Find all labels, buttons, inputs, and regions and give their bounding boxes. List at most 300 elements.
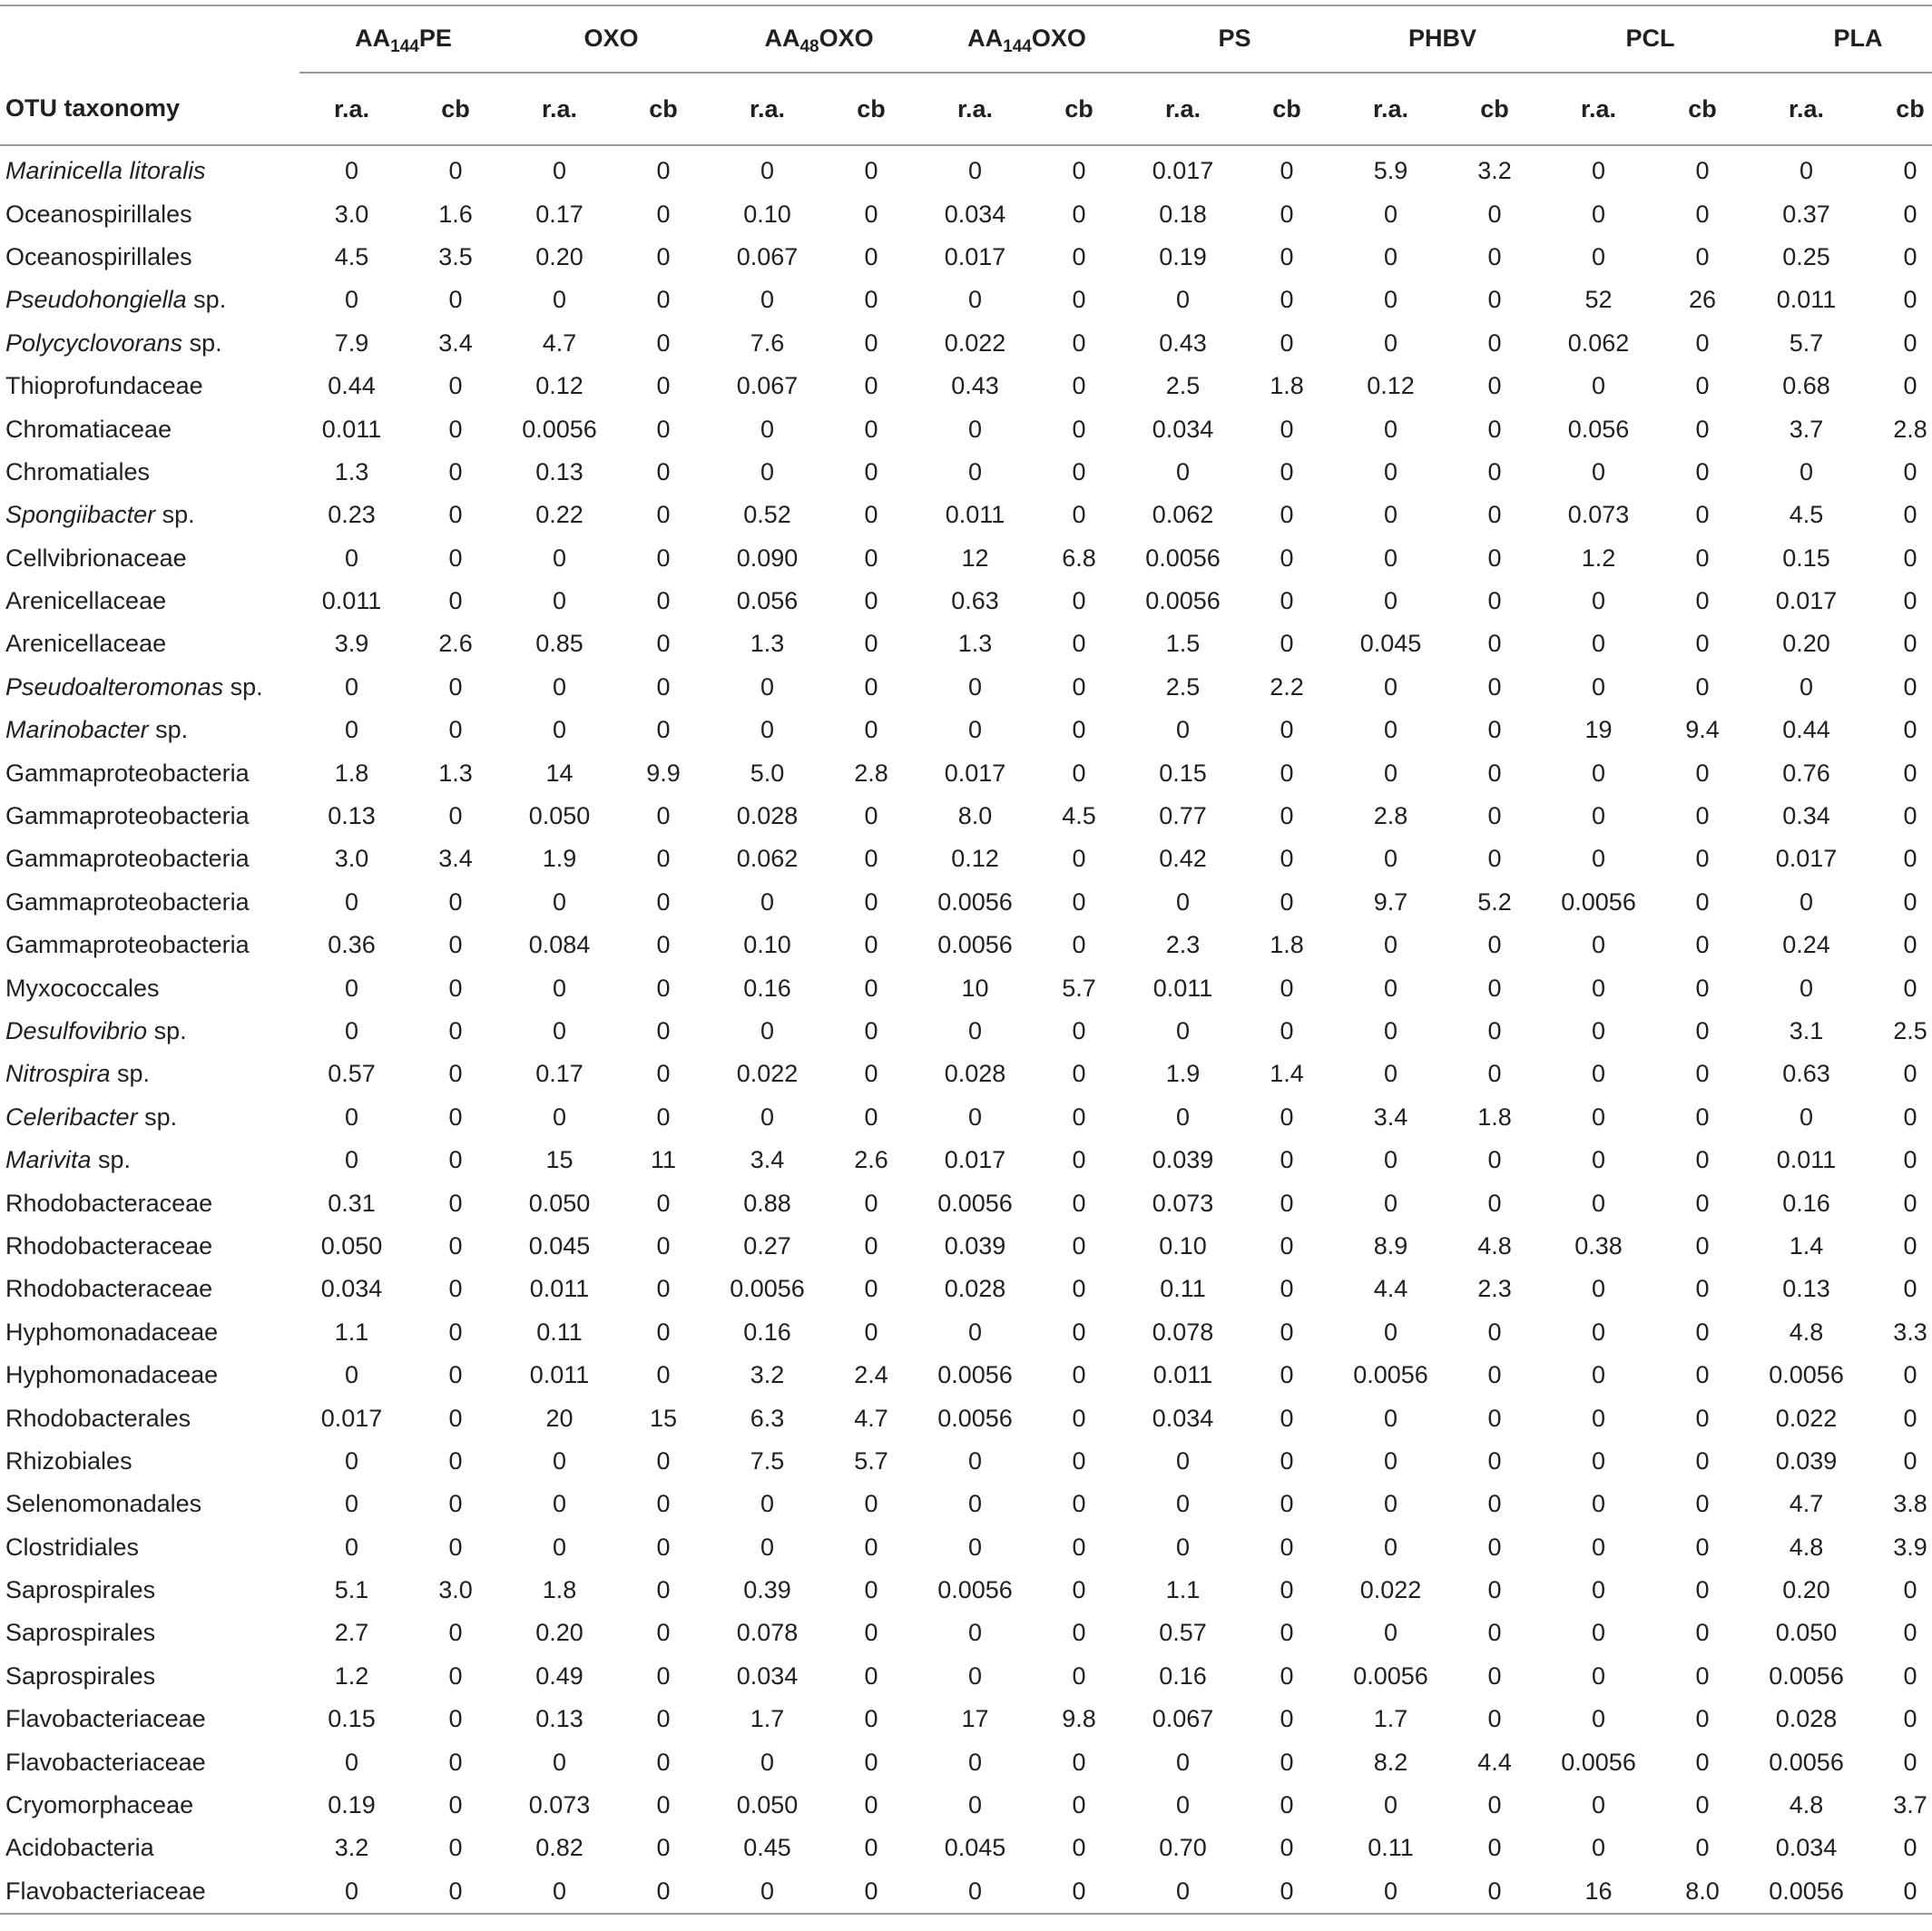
table-row xyxy=(0,1354,1932,1397)
ra-value-cell: 0 xyxy=(1592,372,1606,400)
ra-value-cell: 0 xyxy=(760,1533,775,1561)
cb-value-cell: 0 xyxy=(656,1576,671,1604)
table-row xyxy=(0,966,1932,1009)
table-row xyxy=(0,1612,1932,1654)
cb-value-cell: 0 xyxy=(1903,328,1917,357)
ra-value-cell: 0.022 xyxy=(1775,1404,1838,1432)
ra-value-cell: 3.4 xyxy=(750,1146,785,1174)
cb-value-cell: 3.5 xyxy=(438,242,473,270)
ra-value-cell: 0.43 xyxy=(1159,328,1207,357)
ra-value-cell: 0 xyxy=(1384,1189,1398,1217)
cb-value-cell: 0 xyxy=(1072,1533,1086,1561)
cb-value-cell: 0 xyxy=(1487,759,1502,787)
cb-value-cell: 0 xyxy=(1695,1404,1710,1432)
ra-value-cell: 1.2 xyxy=(334,1661,369,1690)
ra-value-cell: 0 xyxy=(760,1103,775,1131)
ra-value-cell: 0.084 xyxy=(528,931,591,959)
ra-value-cell: 3.1 xyxy=(1789,1017,1824,1044)
taxonomy-italic: Pseudohongiella xyxy=(5,286,187,314)
cb-value-cell: 0 xyxy=(1903,1661,1917,1690)
ra-value-cell: 0.011 xyxy=(321,415,382,443)
cb-value-cell: 0 xyxy=(1695,1834,1710,1862)
ra-value-cell: 0 xyxy=(344,1146,359,1174)
cb-value-cell: 0 xyxy=(448,1834,463,1862)
ra-value-cell: 0.0056 xyxy=(937,931,1013,959)
cb-value-cell: 0 xyxy=(656,1619,671,1647)
ra-value-cell: 0.10 xyxy=(743,931,791,959)
cb-value-cell: 0 xyxy=(1072,716,1086,744)
cb-value-cell: 0 xyxy=(1280,1017,1294,1044)
cb-value-cell: 0 xyxy=(864,587,878,615)
cb-value-cell: 0 xyxy=(1072,1231,1086,1260)
ra-value-cell: 1.8 xyxy=(334,759,369,787)
cb-value-cell: 0 xyxy=(1903,1748,1917,1776)
cb-value-cell: 5.2 xyxy=(1477,887,1512,916)
cb-value-cell: 0 xyxy=(1072,457,1086,485)
ra-value-cell: 0.067 xyxy=(1152,1705,1214,1733)
ra-value-cell: 3.0 xyxy=(334,200,369,228)
cb-value-cell: 0 xyxy=(1903,242,1917,270)
cb-value-cell: 0 xyxy=(864,1834,878,1862)
cb-value-cell: 0 xyxy=(448,887,463,916)
ra-value-cell: 0.13 xyxy=(328,802,376,830)
table-row xyxy=(0,881,1932,924)
cb-value-cell: 4.8 xyxy=(1477,1231,1512,1260)
cb-value-cell: 0 xyxy=(1487,1060,1502,1088)
ra-value-cell: 5.0 xyxy=(750,759,785,787)
cb-value-cell: 0 xyxy=(1072,759,1086,787)
cb-value-cell: 0 xyxy=(1903,1404,1917,1432)
group-header-main: OXO xyxy=(584,24,639,52)
cb-column-header: cb xyxy=(819,73,923,145)
taxonomy-suffix: sp. xyxy=(223,672,263,701)
group-header-1 xyxy=(507,5,715,73)
cb-value-cell: 0 xyxy=(1695,1275,1710,1303)
cb-value-cell: 0 xyxy=(1487,200,1502,228)
cb-value-cell: 0 xyxy=(448,1103,463,1131)
cb-value-cell: 0 xyxy=(1695,372,1710,400)
cb-value-cell: 0 xyxy=(1487,1533,1502,1561)
ra-value-cell: 0.37 xyxy=(1782,200,1830,228)
ra-value-cell: 19 xyxy=(1584,716,1613,744)
cb-value-cell: 0 xyxy=(1903,1060,1917,1088)
cb-column-header: cb xyxy=(1027,73,1131,145)
ra-value-cell: 0.43 xyxy=(951,372,999,400)
cb-value-cell: 0 xyxy=(1903,1275,1917,1303)
cb-value-cell: 2.4 xyxy=(854,1361,888,1389)
table-row xyxy=(0,407,1932,450)
cb-value-cell: 0 xyxy=(1695,931,1710,959)
taxonomy-cell: Flavobacteriaceae xyxy=(5,1705,206,1733)
ra-value-cell: 0 xyxy=(1384,672,1398,701)
cb-value-cell: 0 xyxy=(1903,587,1917,615)
cb-value-cell: 0 xyxy=(656,1017,671,1044)
cb-value-cell: 0 xyxy=(1903,716,1917,744)
cb-value-cell: 0 xyxy=(1695,802,1710,830)
ra-value-cell: 2.8 xyxy=(1373,802,1408,830)
table-row xyxy=(0,1526,1932,1569)
ra-value-cell: 0.011 xyxy=(321,587,382,615)
ra-value-cell: 0 xyxy=(1592,1189,1606,1217)
cb-value-cell: 0 xyxy=(1280,157,1294,185)
cb-value-cell: 0 xyxy=(1280,1576,1294,1604)
ra-value-cell: 0 xyxy=(923,1870,1027,1914)
cb-value-cell: 0 xyxy=(1487,1446,1502,1475)
cb-value-cell: 0 xyxy=(1487,328,1502,357)
cb-value-cell: 0 xyxy=(1072,501,1086,529)
group-header-main: AA xyxy=(764,24,800,52)
cb-value-cell: 0 xyxy=(448,1189,463,1217)
cb-value-cell: 0 xyxy=(1280,845,1294,873)
cb-value-cell: 0 xyxy=(448,1404,463,1432)
cb-value-cell: 0 xyxy=(656,1661,671,1690)
ra-value-cell: 0 xyxy=(1384,1060,1398,1088)
taxonomy-cell: Arenicellaceae xyxy=(5,630,167,658)
cb-value-cell: 0 xyxy=(656,1705,671,1733)
cb-value-cell: 0 xyxy=(1903,1576,1917,1604)
ra-value-cell: 0 xyxy=(715,1870,819,1914)
cb-value-cell: 2.3 xyxy=(1477,1275,1512,1303)
ra-value-cell: 0 xyxy=(344,672,359,701)
cb-value-cell: 0 xyxy=(656,286,671,314)
ra-value-cell: 0 xyxy=(968,415,983,443)
ra-value-cell: 0.0056 xyxy=(1145,544,1221,572)
cb-value-cell: 0 xyxy=(656,1446,671,1475)
cb-value-cell: 1.8 xyxy=(1270,372,1304,400)
cb-value-cell: 0 xyxy=(1695,1619,1710,1647)
ra-column-header: r.a. xyxy=(507,73,612,145)
taxonomy-suffix: sp. xyxy=(155,501,195,529)
ra-value-cell: 4.7 xyxy=(1789,1490,1824,1518)
cb-value-cell: 0 xyxy=(656,716,671,744)
cb-value-cell: 0 xyxy=(1072,887,1086,916)
ra-value-cell: 0 xyxy=(1176,887,1191,916)
ra-value-cell: 0 xyxy=(299,1870,404,1914)
ra-value-cell: 0.19 xyxy=(328,1791,376,1819)
taxonomy-suffix: sp. xyxy=(147,1017,187,1044)
ra-column-header: r.a. xyxy=(1754,73,1858,145)
cb-value-cell: 0 xyxy=(448,1791,463,1819)
cb-value-cell: 0 xyxy=(448,1748,463,1776)
table-row xyxy=(0,1139,1932,1181)
cb-value-cell: 0 xyxy=(1487,457,1502,485)
table-row xyxy=(0,150,1932,192)
ra-value-cell: 0 xyxy=(1800,974,1814,1002)
taxonomy-cell xyxy=(0,709,299,751)
table-row xyxy=(0,322,1932,365)
cb-value-cell: 0 xyxy=(656,1533,671,1561)
ra-value-cell: 0 xyxy=(1800,887,1814,916)
taxonomy-cell xyxy=(0,1139,299,1181)
cb-value-cell: 0 xyxy=(448,372,463,400)
cb-value-cell: 0 xyxy=(1280,242,1294,270)
cb-value-cell: 4.7 xyxy=(854,1404,888,1432)
cb-value-cell: 0 xyxy=(1487,931,1502,959)
cb-value-cell: 0 xyxy=(448,1446,463,1475)
ra-value-cell: 0 xyxy=(968,1791,983,1819)
cb-value-cell: 0 xyxy=(864,1748,878,1776)
cb-value-cell: 0 xyxy=(864,1661,878,1690)
ra-value-cell: 0 xyxy=(1384,415,1398,443)
cb-value-cell: 0 xyxy=(1443,1870,1546,1914)
cb-value-cell: 0 xyxy=(1695,501,1710,529)
ra-value-cell: 0 xyxy=(1800,457,1814,485)
taxonomy-cell: Clostridiales xyxy=(5,1533,140,1561)
ra-value-cell: 0 xyxy=(1800,672,1814,701)
cb-value-cell: 0 xyxy=(864,415,878,443)
ra-column-header: r.a. xyxy=(1546,73,1651,145)
cb-value-cell: 0 xyxy=(448,1705,463,1733)
cb-value-cell: 0 xyxy=(1072,157,1086,185)
taxonomy-cell: Flavobacteriaceae xyxy=(5,1748,206,1776)
cb-value-cell: 0 xyxy=(1903,501,1917,529)
cb-value-cell: 0 xyxy=(1695,1361,1710,1389)
ra-value-cell: 0.15 xyxy=(1782,544,1830,572)
cb-value-cell: 0 xyxy=(1072,372,1086,400)
taxonomy-cell: Thioprofundaceae xyxy=(5,372,203,400)
ra-value-cell: 0 xyxy=(1384,1619,1398,1647)
ra-value-cell: 0 xyxy=(1176,1490,1191,1518)
taxonomy-cell xyxy=(0,1053,299,1095)
cb-value-cell: 0 xyxy=(864,200,878,228)
group-header-subscript: 144 xyxy=(1003,36,1032,56)
ra-value-cell: 0 xyxy=(1384,457,1398,485)
cb-value-cell: 0 xyxy=(1487,1361,1502,1389)
group-header-main: PLA xyxy=(1833,24,1883,52)
cb-value-cell: 0 xyxy=(864,1791,878,1819)
ra-value-cell: 0 xyxy=(760,887,775,916)
cb-value-cell: 0 xyxy=(1487,587,1502,615)
ra-value-cell: 3.0 xyxy=(334,845,369,873)
ra-value-cell: 0.57 xyxy=(1159,1619,1207,1647)
ra-value-cell: 0 xyxy=(553,716,567,744)
cb-value-cell: 0 xyxy=(1903,931,1917,959)
cb-value-cell: 0 xyxy=(1280,587,1294,615)
cb-value-cell: 0 xyxy=(1695,328,1710,357)
table-row xyxy=(0,537,1932,580)
taxonomy-italic: Marinobacter xyxy=(5,716,149,744)
taxonomy-italic: Marinicella litoralis xyxy=(5,157,206,185)
cb-value-cell: 0 xyxy=(1695,887,1710,916)
taxonomy-suffix: sp. xyxy=(137,1103,178,1131)
ra-value-cell: 0 xyxy=(1592,1661,1606,1690)
taxonomy-cell: Selenomonadales xyxy=(5,1490,202,1518)
cb-value-cell: 0 xyxy=(1695,200,1710,228)
ra-value-cell: 0.034 xyxy=(1152,415,1214,443)
cb-value-cell: 0 xyxy=(1487,630,1502,658)
ra-value-cell: 0.85 xyxy=(535,630,584,658)
cb-value-cell: 0 xyxy=(448,1490,463,1518)
cb-value-cell: 0 xyxy=(1695,1705,1710,1733)
ra-value-cell: 0 xyxy=(968,1619,983,1647)
ra-value-cell: 0.078 xyxy=(1152,1318,1214,1346)
ra-value-cell: 0 xyxy=(553,672,567,701)
table-row xyxy=(0,494,1932,536)
taxonomy-cell xyxy=(0,1096,299,1139)
ra-value-cell: 4.5 xyxy=(334,242,369,270)
cb-value-cell: 0 xyxy=(1487,415,1502,443)
ra-value-cell: 0 xyxy=(1592,845,1606,873)
group-header-rest: OXO xyxy=(819,24,874,52)
ra-value-cell: 0 xyxy=(344,1533,359,1561)
cb-value-cell: 0 xyxy=(656,1275,671,1303)
cb-value-cell: 3.2 xyxy=(1477,157,1512,185)
ra-value-cell: 0 xyxy=(1592,1446,1606,1475)
ra-value-cell: 0.70 xyxy=(1159,1834,1207,1862)
cb-value-cell: 0 xyxy=(1487,1189,1502,1217)
ra-value-cell: 0 xyxy=(553,544,567,572)
table-row xyxy=(0,1440,1932,1483)
group-header-subscript: 48 xyxy=(799,36,819,56)
ra-value-cell: 0.0056 xyxy=(1145,587,1221,615)
cb-value-cell: 0 xyxy=(1027,1870,1131,1914)
cb-value-cell: 0 xyxy=(448,157,463,185)
cb-value-cell: 0 xyxy=(1695,587,1710,615)
ra-value-cell: 0.011 xyxy=(1152,1361,1213,1389)
cb-value-cell: 0 xyxy=(448,1318,463,1346)
ra-value-cell: 0 xyxy=(1176,716,1191,744)
ra-value-cell: 0.10 xyxy=(1159,1231,1207,1260)
cb-value-cell: 0 xyxy=(1487,544,1502,572)
ra-value-cell: 0 xyxy=(1592,802,1606,830)
group-header-main: PCL xyxy=(1625,24,1675,52)
table-row xyxy=(0,1311,1932,1354)
cb-value-cell: 0 xyxy=(1487,1576,1502,1604)
cb-value-cell: 0 xyxy=(656,200,671,228)
ra-value-cell: 0.0056 xyxy=(937,887,1013,916)
cb-value-cell: 0 xyxy=(1487,716,1502,744)
cb-value-cell: 0 xyxy=(864,802,878,830)
ra-value-cell: 0 xyxy=(1592,157,1606,185)
cb-value-cell: 0 xyxy=(1903,372,1917,400)
group-header-6 xyxy=(1546,5,1754,73)
ra-value-cell: 0.017 xyxy=(944,759,1006,787)
taxonomy-cell xyxy=(0,150,299,192)
ra-value-cell: 0.39 xyxy=(743,1576,791,1604)
taxonomy-cell: Flavobacteriaceae xyxy=(0,1870,299,1914)
cb-value-cell: 0 xyxy=(1280,415,1294,443)
cb-value-cell: 0 xyxy=(864,1705,878,1733)
ra-value-cell: 0.056 xyxy=(736,587,799,615)
cb-value-cell: 0 xyxy=(1072,415,1086,443)
cb-value-cell: 0 xyxy=(1695,1146,1710,1174)
ra-value-cell: 0.045 xyxy=(528,1231,591,1260)
taxonomy-cell: Saprospirales xyxy=(5,1576,156,1604)
table-row xyxy=(0,666,1932,709)
cb-value-cell: 0 xyxy=(1487,1791,1502,1819)
ra-value-cell: 4.4 xyxy=(1373,1275,1408,1303)
cb-value-cell: 0 xyxy=(1903,457,1917,485)
cb-value-cell: 2.8 xyxy=(1893,415,1927,443)
cb-value-cell: 0 xyxy=(1280,1619,1294,1647)
ra-value-cell: 0 xyxy=(1384,1318,1398,1346)
cb-value-cell: 0 xyxy=(448,1661,463,1690)
ra-value-cell: 0.0056 xyxy=(937,1576,1013,1604)
ra-value-cell: 0.056 xyxy=(1567,415,1630,443)
cb-value-cell: 0 xyxy=(656,544,671,572)
ra-value-cell: 0.31 xyxy=(328,1189,376,1217)
group-header-2 xyxy=(715,5,923,73)
cb-value-cell: 0 xyxy=(1487,1404,1502,1432)
cb-value-cell: 0 xyxy=(1280,630,1294,658)
ra-value-cell: 0 xyxy=(1592,200,1606,228)
cb-value-cell: 0 xyxy=(448,1146,463,1174)
ra-value-cell: 0.18 xyxy=(1159,200,1207,228)
ra-value-cell: 0.23 xyxy=(328,501,376,529)
cb-value-cell: 0 xyxy=(864,544,878,572)
cb-value-cell: 0 xyxy=(1280,1103,1294,1131)
table-row xyxy=(0,1740,1932,1783)
ra-value-cell: 0.17 xyxy=(535,200,584,228)
taxonomy-cell: Cellvibrionaceae xyxy=(5,544,187,572)
cb-value-cell: 5.7 xyxy=(1062,974,1096,1002)
ra-value-cell: 0.017 xyxy=(1152,157,1214,185)
ra-value-cell: 0.16 xyxy=(1159,1661,1207,1690)
ra-value-cell: 8.9 xyxy=(1373,1231,1408,1260)
taxonomy-cell: Chromatiales xyxy=(5,457,151,485)
cb-value-cell: 0 xyxy=(864,242,878,270)
ra-value-cell: 10 xyxy=(961,974,989,1002)
ra-value-cell: 0 xyxy=(1592,974,1606,1002)
ra-value-cell: 0.42 xyxy=(1159,845,1207,873)
cb-value-cell: 0 xyxy=(1903,845,1917,873)
ra-value-cell: 0 xyxy=(1592,630,1606,658)
ra-value-cell: 0 xyxy=(1384,544,1398,572)
cb-value-cell: 0 xyxy=(1280,1146,1294,1174)
ra-value-cell: 0.57 xyxy=(328,1060,376,1088)
cb-value-cell: 0 xyxy=(404,1870,507,1914)
group-header-3 xyxy=(923,5,1131,73)
cb-value-cell: 0 xyxy=(1487,1146,1502,1174)
group-header-rest: PE xyxy=(418,24,452,52)
cb-value-cell: 6.8 xyxy=(1062,544,1096,572)
ra-value-cell: 0 xyxy=(968,716,983,744)
ra-value-cell: 8.2 xyxy=(1373,1748,1408,1776)
cb-value-cell: 0 xyxy=(1072,845,1086,873)
table-row xyxy=(0,192,1932,235)
ra-value-cell: 0.017 xyxy=(944,1146,1006,1174)
ra-value-cell: 4.8 xyxy=(1789,1318,1824,1346)
cb-value-cell: 0 xyxy=(864,501,878,529)
ra-value-cell: 0 xyxy=(1384,242,1398,270)
cb-value-cell: 3.7 xyxy=(1893,1791,1927,1819)
table-row xyxy=(0,1268,1932,1310)
cb-value-cell: 0 xyxy=(1280,1791,1294,1819)
cb-value-cell: 0 xyxy=(1695,1017,1710,1044)
ra-value-cell: 0 xyxy=(1176,1103,1191,1131)
group-header-7 xyxy=(1754,5,1932,73)
cb-value-cell: 0 xyxy=(1903,1834,1917,1862)
cb-value-cell: 0 xyxy=(864,630,878,658)
ra-value-cell: 0 xyxy=(553,286,567,314)
ra-value-cell: 0.20 xyxy=(535,242,584,270)
cb-value-cell: 0 xyxy=(1903,759,1917,787)
cb-value-cell: 0 xyxy=(1072,1834,1086,1862)
ra-value-cell: 0 xyxy=(1384,1404,1398,1432)
ra-value-cell: 0.16 xyxy=(743,974,791,1002)
ra-value-cell: 0.022 xyxy=(736,1060,799,1088)
ra-value-cell: 0 xyxy=(1384,716,1398,744)
cb-value-cell: 0 xyxy=(1903,1103,1917,1131)
taxonomy-cell xyxy=(0,322,299,365)
ra-value-cell: 0.45 xyxy=(743,1834,791,1862)
cb-value-cell: 0 xyxy=(448,286,463,314)
ra-value-cell: 0 xyxy=(553,1446,567,1475)
ra-value-cell: 0 xyxy=(1384,587,1398,615)
ra-value-cell: 0.22 xyxy=(535,501,584,529)
cb-value-cell: 0 xyxy=(864,328,878,357)
cb-value-cell: 0 xyxy=(1072,1791,1086,1819)
